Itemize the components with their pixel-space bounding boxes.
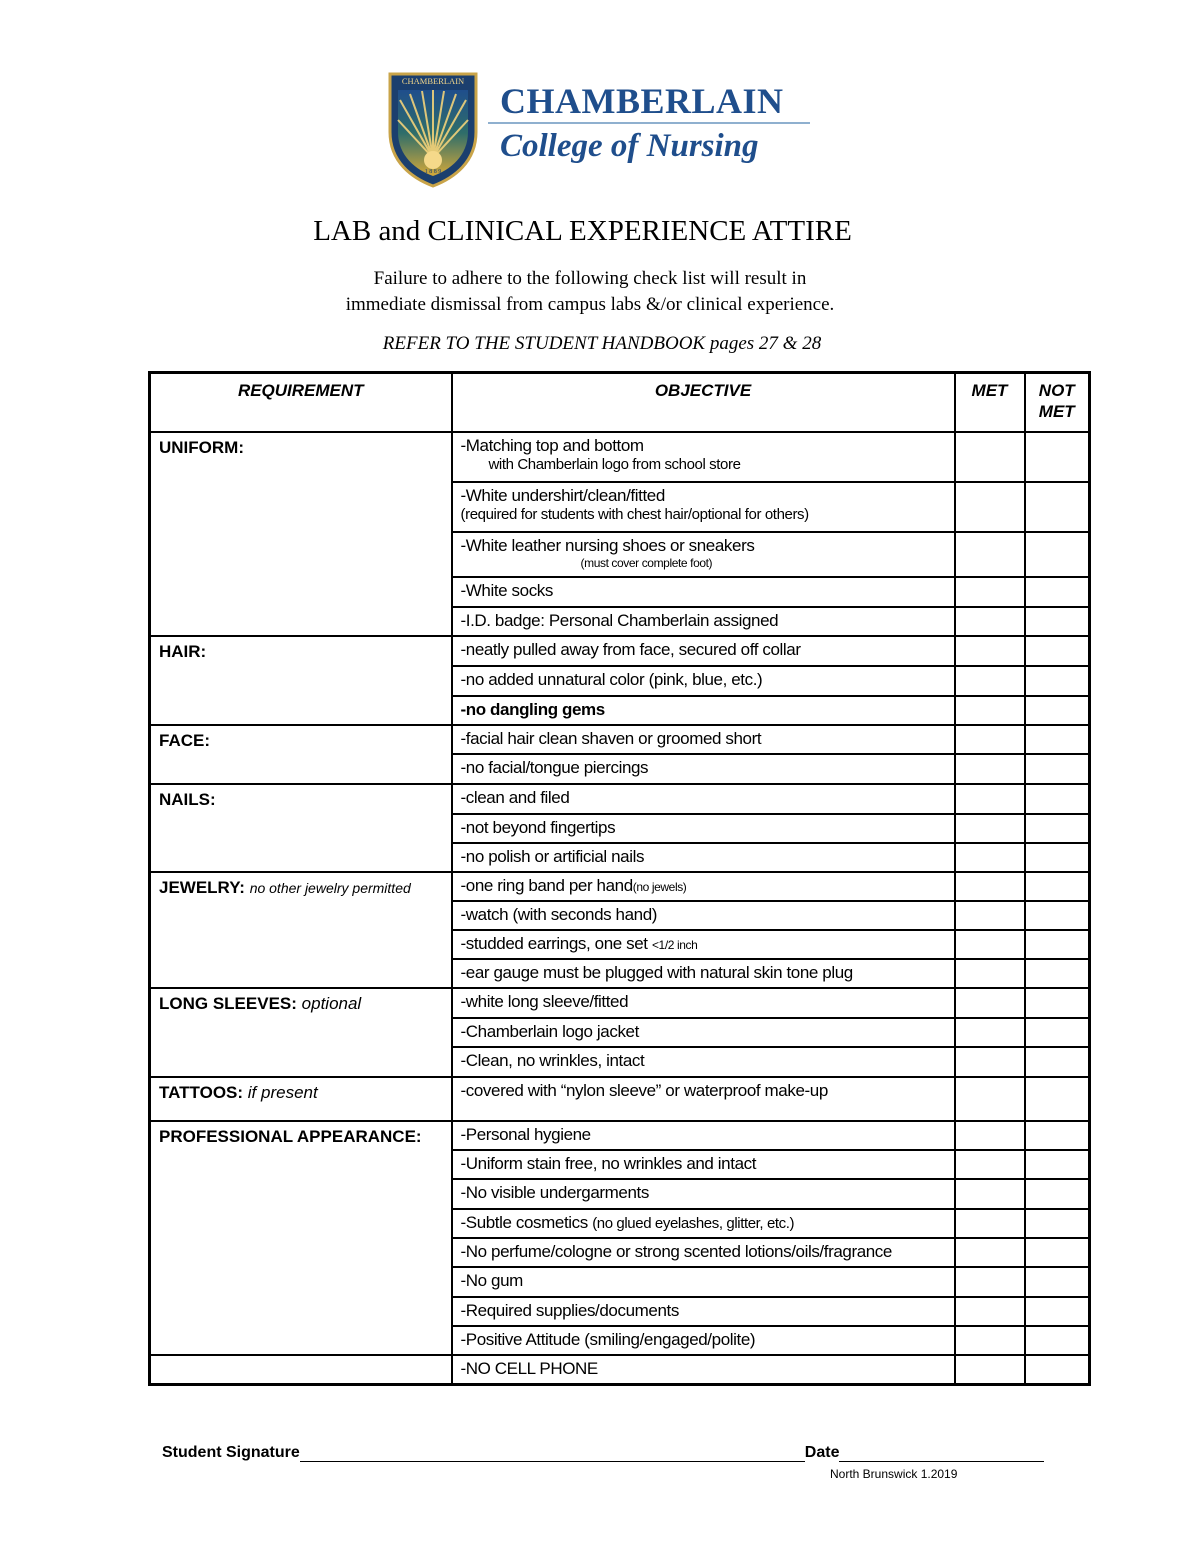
- logo-subtitle: College of Nursing: [500, 128, 759, 164]
- table-row: [150, 432, 1090, 482]
- objective-cell: -No visible undergarments: [452, 1179, 955, 1209]
- category-empty: [150, 1355, 452, 1385]
- not-met-checkbox[interactable]: [1025, 843, 1090, 872]
- not-met-checkbox[interactable]: [1025, 1150, 1090, 1179]
- footer-note: North Brunswick 1.2019: [830, 1467, 958, 1481]
- not-met-checkbox[interactable]: [1025, 959, 1090, 988]
- not-met-checkbox[interactable]: [1025, 1047, 1090, 1077]
- met-checkbox[interactable]: [955, 901, 1025, 930]
- college-logo: [388, 70, 828, 190]
- not-met-checkbox[interactable]: [1025, 532, 1090, 577]
- objective-cell: -White undershirt/clean/fitted (required for students with chest hair/optional for others): [452, 482, 955, 532]
- category-face: FACE:: [150, 725, 452, 784]
- not-met-checkbox[interactable]: [1025, 1326, 1090, 1355]
- table-row: [150, 988, 1090, 1018]
- not-met-checkbox[interactable]: [1025, 784, 1090, 814]
- table-row: [150, 1077, 1090, 1121]
- met-checkbox[interactable]: [955, 930, 1025, 959]
- met-checkbox[interactable]: [955, 1238, 1025, 1267]
- met-checkbox[interactable]: [955, 482, 1025, 532]
- not-met-checkbox[interactable]: [1025, 636, 1090, 666]
- met-checkbox[interactable]: [955, 784, 1025, 814]
- objective-cell: -no polish or artificial nails: [452, 843, 955, 872]
- met-checkbox[interactable]: [955, 988, 1025, 1018]
- met-checkbox[interactable]: [955, 636, 1025, 666]
- not-met-checkbox[interactable]: [1025, 1267, 1090, 1297]
- objective-cell: -White socks: [452, 577, 955, 607]
- objective-cell: -watch (with seconds hand): [452, 901, 955, 930]
- met-checkbox[interactable]: [955, 1326, 1025, 1355]
- handbook-reference: REFER TO THE STUDENT HANDBOOK pages 27 & 28: [382, 333, 822, 354]
- met-checkbox[interactable]: [955, 1209, 1025, 1238]
- objective-cell: -facial hair clean shaven or groomed short: [452, 725, 955, 754]
- not-met-checkbox[interactable]: [1025, 1209, 1090, 1238]
- met-checkbox[interactable]: [955, 1297, 1025, 1326]
- objective-cell: -Clean, no wrinkles, intact: [452, 1047, 955, 1077]
- logo-divider: [488, 122, 810, 124]
- objective-cell: -White leather nursing shoes or sneakers (must cover complete foot): [452, 532, 955, 577]
- not-met-checkbox[interactable]: [1025, 814, 1090, 843]
- met-checkbox[interactable]: [955, 1267, 1025, 1297]
- student-signature-line[interactable]: [300, 1447, 805, 1462]
- not-met-checkbox[interactable]: [1025, 1238, 1090, 1267]
- met-checkbox[interactable]: [955, 1018, 1025, 1047]
- met-checkbox[interactable]: [955, 814, 1025, 843]
- notice-line-2: immediate dismissal from campus labs &/or clinical experience.: [345, 294, 835, 315]
- logo-name: CHAMBERLAIN: [500, 81, 784, 121]
- notice-line-1: Failure to adhere to the following check list will result in: [373, 268, 807, 289]
- category-professional-appearance: PROFESSIONAL APPEARANCE:: [150, 1121, 452, 1355]
- signature-section: [162, 1444, 1044, 1462]
- objective-cell: -Uniform stain free, no wrinkles and intact: [452, 1150, 955, 1179]
- met-checkbox[interactable]: [955, 607, 1025, 636]
- header-met: MET: [955, 373, 1025, 432]
- table-row: [150, 725, 1090, 754]
- not-met-checkbox[interactable]: [1025, 482, 1090, 532]
- objective-cell: -I.D. badge: Personal Chamberlain assigned: [452, 607, 955, 636]
- table-row: [150, 872, 1090, 901]
- met-checkbox[interactable]: [955, 577, 1025, 607]
- not-met-checkbox[interactable]: [1025, 607, 1090, 636]
- met-checkbox[interactable]: [955, 1150, 1025, 1179]
- objective-cell: -neatly pulled away from face, secured off collar: [452, 636, 955, 666]
- category-hair: HAIR:: [150, 636, 452, 725]
- met-checkbox[interactable]: [955, 959, 1025, 988]
- met-checkbox[interactable]: [955, 1355, 1025, 1385]
- met-checkbox[interactable]: [955, 754, 1025, 784]
- met-checkbox[interactable]: [955, 532, 1025, 577]
- met-checkbox[interactable]: [955, 872, 1025, 901]
- date-label: Date: [804, 1444, 840, 1461]
- objective-cell: -ear gauge must be plugged with natural skin tone plug: [452, 959, 955, 988]
- page-title: LAB and CLINICAL EXPERIENCE ATTIRE: [313, 215, 852, 247]
- met-checkbox[interactable]: [955, 666, 1025, 696]
- objective-cell: -Matching top and bottom with Chamberlain logo from school store: [452, 432, 955, 482]
- objective-cell: -no dangling gems: [452, 696, 955, 725]
- table-row: [150, 784, 1090, 814]
- not-met-checkbox[interactable]: [1025, 1297, 1090, 1326]
- shield-text: CHAMBERLAIN: [401, 76, 465, 86]
- objective-cell: -one ring band per hand(no jewels): [452, 872, 955, 901]
- table-header-row: [150, 373, 1090, 432]
- category-jewelry: JEWELRY: no other jewelry permitted: [150, 872, 452, 988]
- category-uniform: UNIFORM:: [150, 432, 452, 636]
- shield-year: 1 8 8 9: [424, 169, 442, 175]
- header-objective: OBJECTIVE: [452, 373, 955, 432]
- objective-cell: -Chamberlain logo jacket: [452, 1018, 955, 1047]
- not-met-checkbox[interactable]: [1025, 666, 1090, 696]
- objective-cell: -clean and filed: [452, 784, 955, 814]
- objective-cell: -no added unnatural color (pink, blue, etc.): [452, 666, 955, 696]
- not-met-checkbox[interactable]: [1025, 1121, 1090, 1150]
- not-met-checkbox[interactable]: [1025, 1077, 1090, 1121]
- met-checkbox[interactable]: [955, 725, 1025, 754]
- category-long-sleeves: LONG SLEEVES: optional: [150, 988, 452, 1077]
- not-met-checkbox[interactable]: [1025, 725, 1090, 754]
- not-met-checkbox[interactable]: [1025, 872, 1090, 901]
- met-checkbox[interactable]: [955, 1179, 1025, 1209]
- not-met-checkbox[interactable]: [1025, 1179, 1090, 1209]
- attire-checklist-table: [148, 371, 1091, 1386]
- met-checkbox[interactable]: [955, 432, 1025, 482]
- objective-cell: -no facial/tongue piercings: [452, 754, 955, 784]
- not-met-checkbox[interactable]: [1025, 988, 1090, 1018]
- objective-cell: -not beyond fingertips: [452, 814, 955, 843]
- shield-icon: [388, 70, 478, 188]
- header-not-met: NOT MET: [1025, 373, 1090, 432]
- met-checkbox[interactable]: [955, 843, 1025, 872]
- category-nails: NAILS:: [150, 784, 452, 872]
- not-met-checkbox[interactable]: [1025, 577, 1090, 607]
- objective-cell: -covered with “nylon sleeve” or waterproof make-up: [452, 1077, 955, 1121]
- not-met-checkbox[interactable]: [1025, 930, 1090, 959]
- category-tattoos: TATTOOS: if present: [150, 1077, 452, 1121]
- date-line[interactable]: [839, 1447, 1044, 1462]
- objective-cell: -Positive Attitude (smiling/engaged/polite): [452, 1326, 955, 1355]
- header-requirement: REQUIREMENT: [150, 373, 452, 432]
- objective-cell: -Personal hygiene: [452, 1121, 955, 1150]
- student-signature-label: Student Signature: [162, 1444, 300, 1461]
- objective-cell: -Required supplies/documents: [452, 1297, 955, 1326]
- objective-cell: -white long sleeve/fitted: [452, 988, 955, 1018]
- met-checkbox[interactable]: [955, 696, 1025, 725]
- objective-cell: -No gum: [452, 1267, 955, 1297]
- not-met-checkbox[interactable]: [1025, 754, 1090, 784]
- not-met-checkbox[interactable]: [1025, 696, 1090, 725]
- table-row: [150, 1121, 1090, 1150]
- not-met-checkbox[interactable]: [1025, 1355, 1090, 1385]
- objective-cell: -No perfume/cologne or strong scented lotions/oils/fragrance: [452, 1238, 955, 1267]
- objective-cell: -NO CELL PHONE: [452, 1355, 955, 1385]
- table-row: [150, 1355, 1090, 1385]
- met-checkbox[interactable]: [955, 1047, 1025, 1077]
- objective-cell: -Subtle cosmetics (no glued eyelashes, glitter, etc.): [452, 1209, 955, 1238]
- not-met-checkbox[interactable]: [1025, 432, 1090, 482]
- objective-cell: -studded earrings, one set <1/2 inch: [452, 930, 955, 959]
- not-met-checkbox[interactable]: [1025, 901, 1090, 930]
- met-checkbox[interactable]: [955, 1121, 1025, 1150]
- not-met-checkbox[interactable]: [1025, 1018, 1090, 1047]
- met-checkbox[interactable]: [955, 1077, 1025, 1121]
- table-row: [150, 636, 1090, 666]
